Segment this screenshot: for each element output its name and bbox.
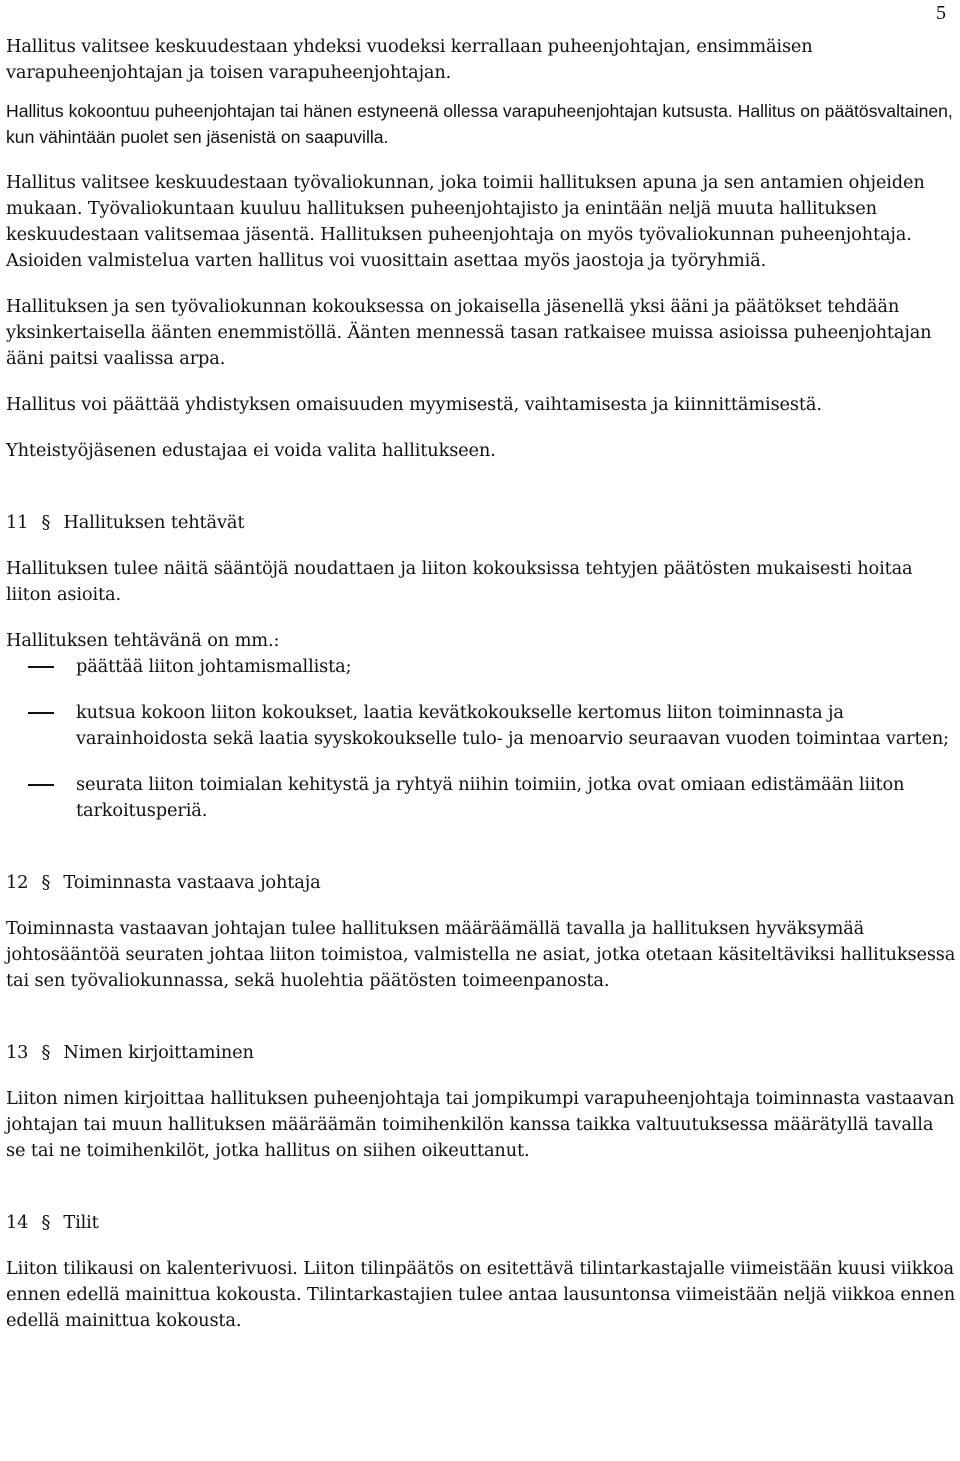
dash-bullet	[28, 784, 54, 786]
section-symbol: §	[41, 872, 51, 893]
page-number: 5	[936, 2, 946, 24]
section-number: 14	[6, 1212, 29, 1233]
dash-bullet	[28, 666, 54, 668]
section-symbol: §	[41, 1212, 51, 1233]
section-number: 13	[6, 1042, 29, 1063]
list-item-text: päättää liiton johtamismallista;	[76, 656, 352, 677]
list-item-text: kutsua kokoon liiton kokoukset, laatia kevätkokoukselle kertomus liiton toiminnasta ja varainhoidosta sekä laatia syyskokoukselle tulo- ja menoarvio seuraavan vuoden toimintaa varten;	[76, 702, 950, 749]
section-11-task-list	[6, 654, 956, 824]
section-11-paragraph: Hallituksen tulee näitä sääntöjä noudattaen ja liiton kokouksissa tehtyjen päätösten mukaisesti hoitaa liiton asioita.	[6, 558, 913, 605]
paragraph-voting: Hallituksen ja sen työvaliokunnan kokouksessa on jokaisella jäsenellä yksi ääni ja päätökset tehdään yksinkertaisella äänten enemmistöllä. Äänten mennessä tasan ratkaisee muissa asioissa puheenjohtajan ääni paitsi vaalissa arpa.	[6, 296, 932, 369]
paragraph-meetings-quorum: Hallitus kokoontuu puheenjohtajan tai hänen estyneenä ollessa varapuheenjohtajan kutsusta. Hallitus on päätösvaltainen, kun vähintään puolet sen jäsenistä on saapuvilla.	[6, 101, 953, 147]
section-11-list-intro: Hallituksen tehtävänä on mm.:	[6, 630, 280, 651]
paragraph-property: Hallitus voi päättää yhdistyksen omaisuuden myymisestä, vaihtamisesta ja kiinnittämisestä.	[6, 394, 822, 415]
section-title: Toiminnasta vastaava johtaja	[63, 872, 321, 893]
section-title: Nimen kirjoittaminen	[63, 1042, 254, 1063]
section-symbol: §	[41, 1042, 51, 1063]
section-12-heading	[6, 870, 956, 896]
section-12-paragraph: Toiminnasta vastaavan johtajan tulee hallituksen määräämällä tavalla ja hallituksen hyväksymää johtosääntöä seuraten johtaa liiton toimistoa, valmistella ne asiat, jotka otetaan käsiteltäviksi hallituksessa tai sen työvaliokunnassa, sekä huolehtia päätösten toimeenpanosta.	[6, 918, 956, 991]
list-item	[6, 700, 956, 752]
list-item-text: seurata liiton toimialan kehitystä ja ryhtyä niihin toimiin, jotka ovat omiaan edistämään liiton tarkoitusperiä.	[76, 774, 905, 821]
section-title: Tilit	[63, 1212, 99, 1233]
section-13-paragraph: Liiton nimen kirjoittaa hallituksen puheenjohtaja tai jompikumpi varapuheenjohtaja toiminnasta vastaavan johtajan tai muun hallituksen määräämän toimihenkilön kanssa taikka valtuutuksessa määrätyllä tavalla se tai ne toimihenkilöt, jotka hallitus on siihen oikeuttanut.	[6, 1088, 955, 1161]
section-14-paragraph: Liiton tilikausi on kalenterivuosi. Liiton tilinpäätös on esitettävä tilintarkastajalle viimeistään kuusi viikkoa ennen edellä mainittua kokousta. Tilintarkastajien tulee antaa lausuntonsa viimeistään neljä viikkoa ennen edellä mainittua kokousta.	[6, 1258, 956, 1331]
section-number: 11	[6, 512, 29, 533]
section-11-heading	[6, 510, 956, 536]
document-page	[6, 34, 956, 1334]
list-item	[6, 772, 956, 824]
section-13-heading	[6, 1040, 956, 1066]
paragraph-cooperation-member: Yhteistyöjäsenen edustajaa ei voida valita hallitukseen.	[6, 440, 496, 461]
dash-bullet	[28, 712, 54, 714]
section-symbol: §	[41, 512, 51, 533]
section-14-heading	[6, 1210, 956, 1236]
paragraph-chair-election: Hallitus valitsee keskuudestaan yhdeksi vuodeksi kerrallaan puheenjohtajan, ensimmäisen varapuheenjohtajan ja toisen varapuheenjohtajan.	[6, 36, 813, 83]
section-title: Hallituksen tehtävät	[63, 512, 245, 533]
section-number: 12	[6, 872, 29, 893]
paragraph-working-committee: Hallitus valitsee keskuudestaan työvaliokunnan, joka toimii hallituksen apuna ja sen antamien ohjeiden mukaan. Työvaliokuntaan kuuluu hallituksen puheenjohtajisto ja enintään neljä muuta hallituksen keskuudestaan valitsemaa jäsentä. Hallituksen puheenjohtaja on myös työvaliokunnan puheenjohtaja. Asioiden valmistelua varten hallitus voi vuosittain asettaa myös jaostoja ja työryhmiä.	[6, 172, 925, 271]
list-item	[6, 654, 956, 680]
